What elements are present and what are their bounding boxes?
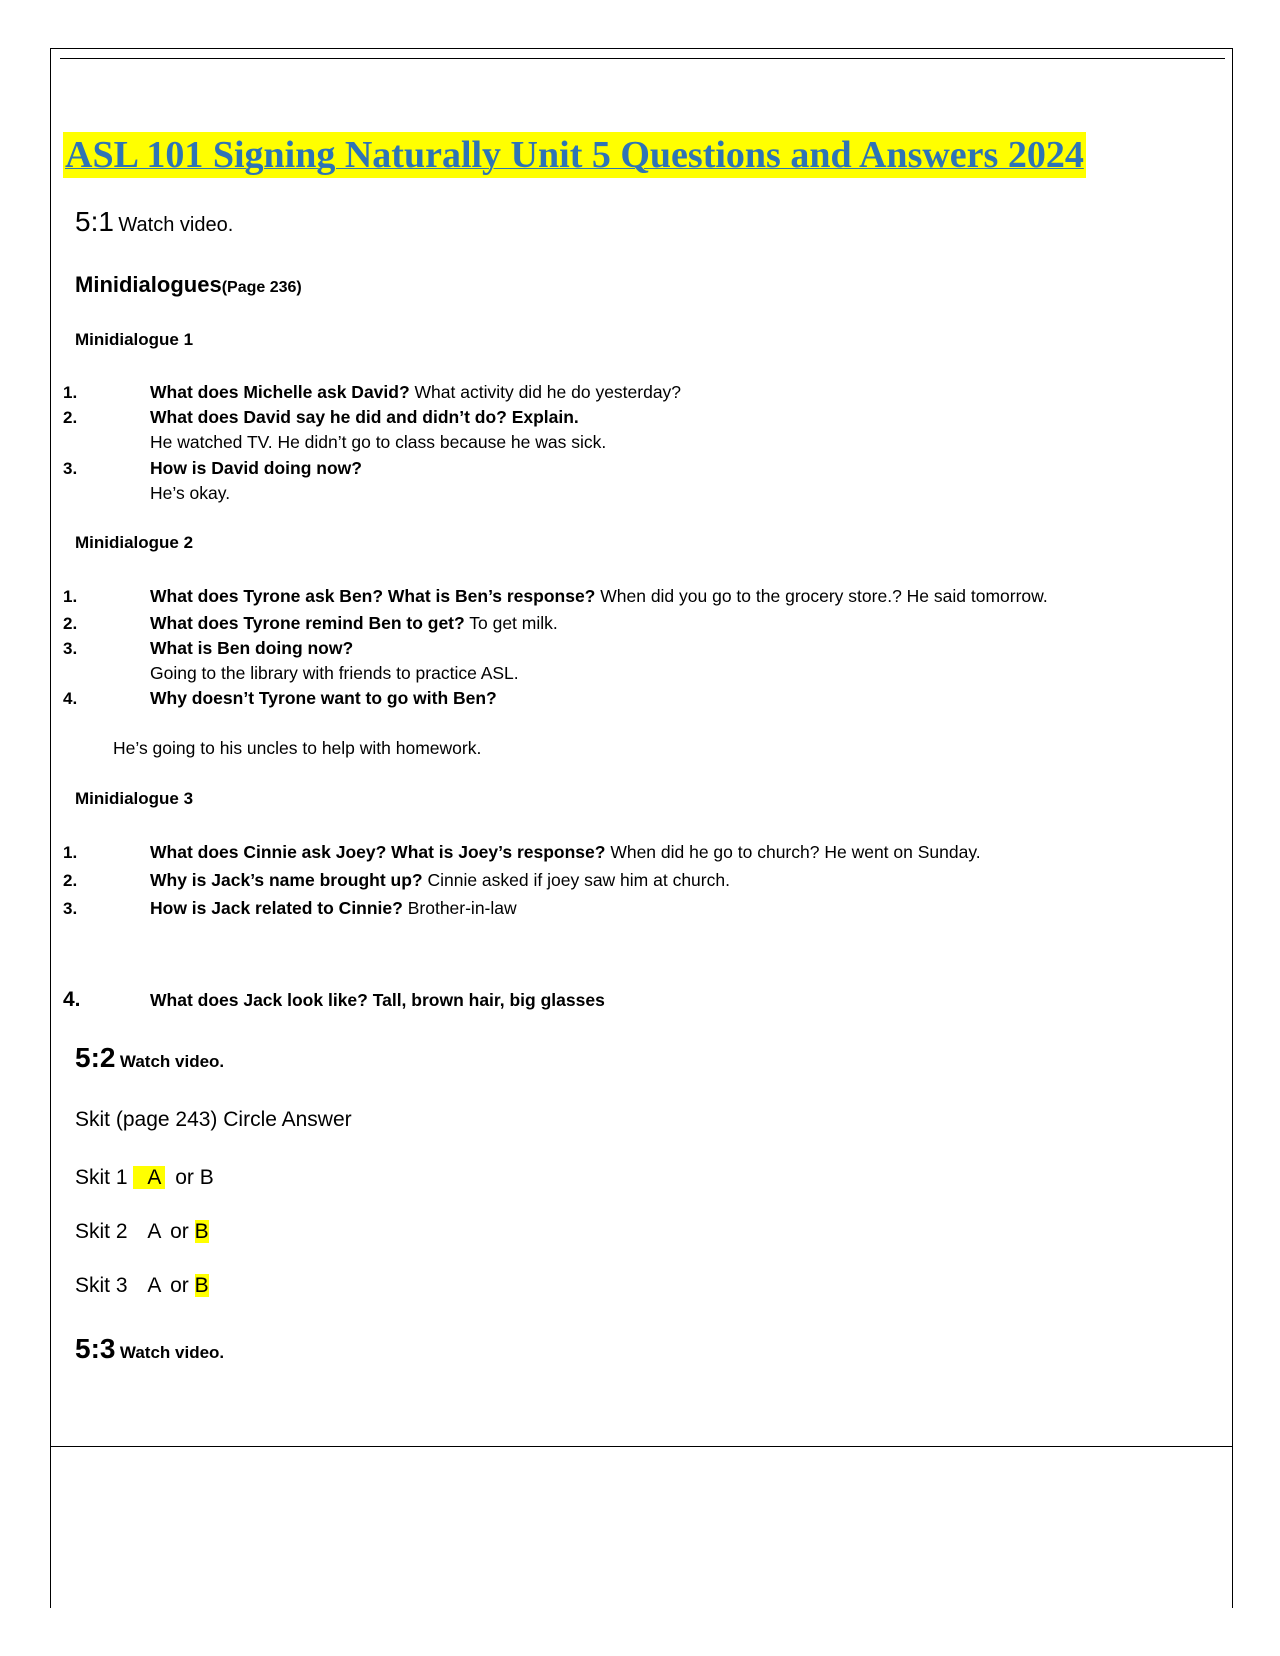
answer-text: What activity did he do yesterday? (409, 382, 682, 402)
question-text: What does Cinnie ask Joey? What is Joey’s response? (150, 842, 606, 862)
document-title: ASL 101 Signing Naturally Unit 5 Questions and Answers 2024 (65, 134, 1084, 176)
question-text: What is Ben doing now? (150, 638, 354, 658)
section-number: 5:3 (75, 1333, 116, 1364)
question-item (150, 382, 681, 403)
question-item (150, 870, 730, 891)
minidialogues-heading (75, 272, 302, 298)
section-instruction: Watch video. (119, 1343, 225, 1362)
question-item (150, 458, 362, 479)
skit-option-b: B (194, 1220, 209, 1243)
question-item (150, 638, 353, 659)
section-number: 5:1 (75, 206, 114, 237)
skit-or: or (170, 1220, 189, 1243)
question-text: What does Tyrone ask Ben? What is Ben’s response? (150, 586, 596, 606)
skit-option-a: A (133, 1166, 165, 1189)
question-text: Why is Jack’s name brought up? (150, 870, 423, 890)
skit-row (75, 1274, 209, 1298)
question-text: What does Tyrone remind Ben to get? (150, 613, 465, 633)
skit-or: or (170, 1274, 189, 1297)
question-item (150, 990, 605, 1011)
skit-or: or (175, 1166, 194, 1189)
minidialogue-2-heading: Minidialogue 2 (75, 533, 194, 552)
section-5-3 (75, 1333, 224, 1365)
answer-line: Going to the library with friends to practice ASL. (150, 663, 519, 683)
list-number: 3. (63, 639, 78, 658)
answer-text: To get milk. (464, 613, 558, 633)
list-number: 1. (63, 383, 78, 402)
list-number: 2. (63, 871, 78, 890)
section-instruction: Watch video. (119, 1052, 225, 1071)
skit-option-b: B (199, 1166, 214, 1189)
question-item (150, 688, 497, 709)
question-text: What does David say he did and didn’t do? Explain. (150, 407, 579, 427)
minidialogues-title: Minidialogues (75, 272, 222, 297)
page-border-top (50, 48, 1233, 49)
answer-text: Brother-in-law (402, 898, 517, 918)
header-rule (60, 58, 1225, 59)
question-text: How is David doing now? (150, 458, 362, 478)
list-number: 4. (63, 689, 78, 708)
page-border-right (1232, 48, 1233, 1608)
minidialogue-1-heading: Minidialogue 1 (75, 330, 194, 349)
skit-row (75, 1166, 214, 1190)
list-number: 1. (63, 587, 78, 606)
skit-option-b: B (194, 1274, 209, 1297)
question-text: What does Jack look like? Tall, brown hair, big glasses (150, 990, 605, 1010)
question-item (150, 613, 558, 634)
question-item (150, 842, 981, 863)
answer-text: When did he go to church? He went on Sunday. (605, 842, 981, 862)
section-number: 5:2 (75, 1042, 116, 1073)
list-number: 1. (63, 843, 78, 862)
footer-rule (50, 1446, 1233, 1447)
answer-line: He watched TV. He didn’t go to class because he was sick. (150, 432, 607, 452)
answer-line: He’s okay. (150, 483, 231, 503)
section-instruction: Watch video. (118, 214, 234, 236)
section-5-2 (75, 1042, 224, 1074)
section-5-1 (75, 206, 233, 238)
list-number: 3. (63, 459, 78, 478)
skit-row (75, 1220, 209, 1244)
list-number: 2. (63, 614, 78, 633)
skit-option-a: A (147, 1220, 161, 1243)
page-border-left (50, 48, 51, 1608)
skit-heading: Skit (page 243) Circle Answer (75, 1108, 352, 1131)
answer-text: When did you go to the grocery store.? He said tomorrow. (595, 586, 1048, 606)
skit-label: Skit 2 (75, 1220, 128, 1243)
answer-text: Cinnie asked if joey saw him at church. (422, 870, 730, 890)
list-number: 2. (63, 408, 78, 427)
question-item (150, 407, 579, 428)
list-number: 3. (63, 899, 78, 918)
answer-line: He’s going to his uncles to help with homework. (113, 738, 482, 758)
skit-label: Skit 1 (75, 1166, 128, 1189)
minidialogue-3-heading: Minidialogue 3 (75, 789, 194, 808)
minidialogues-page-ref: (Page 236) (221, 279, 302, 296)
question-text: Why doesn’t Tyrone want to go with Ben? (150, 688, 497, 708)
question-text: What does Michelle ask David? (150, 382, 410, 402)
question-text: How is Jack related to Cinnie? (150, 898, 403, 918)
question-item (150, 586, 1048, 607)
question-item (150, 898, 517, 919)
list-number: 4. (63, 988, 81, 1011)
skit-option-a: A (147, 1274, 161, 1297)
skit-label: Skit 3 (75, 1274, 128, 1297)
